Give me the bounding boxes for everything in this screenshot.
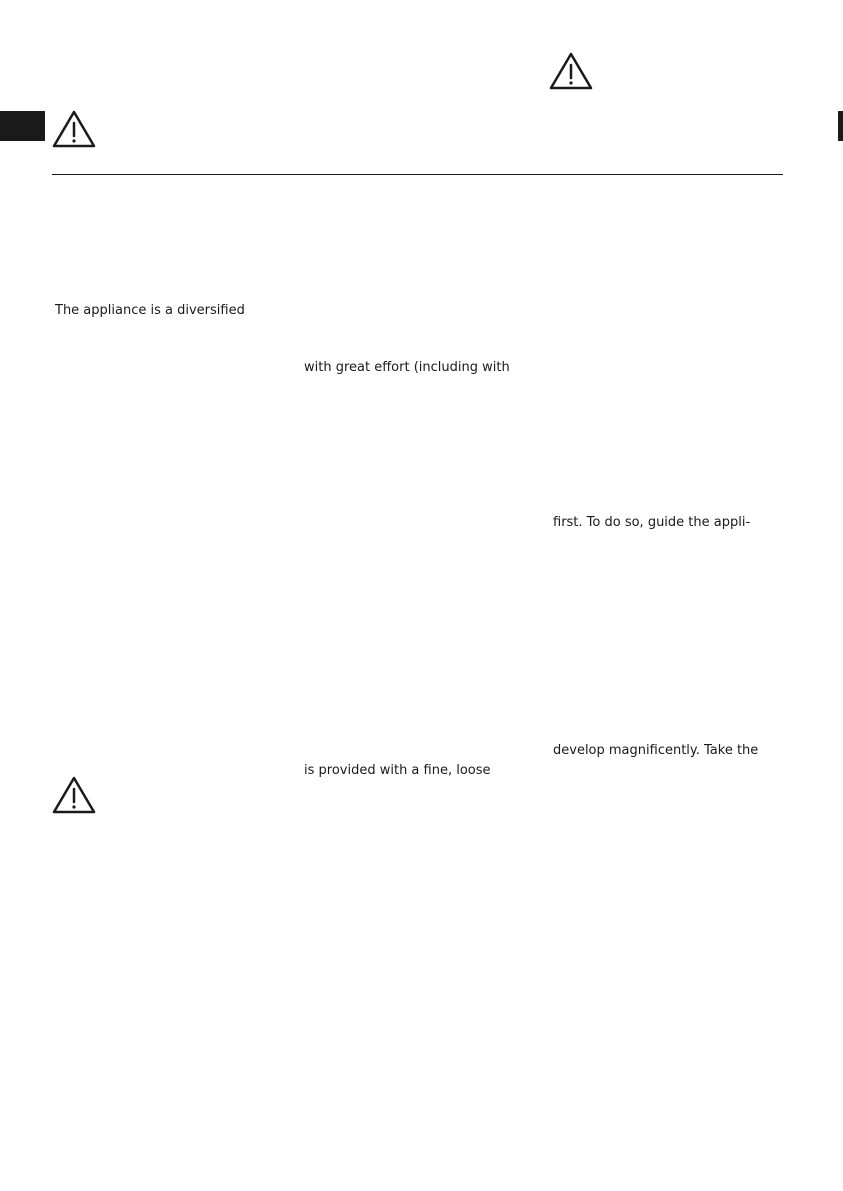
text-line-col3: first. To do so, guide the appli- [553, 515, 751, 530]
warning-triangle-icon [52, 110, 96, 148]
text-line-col2: with great effort (including with [304, 360, 510, 375]
warning-triangle-icon [52, 776, 96, 814]
text-line-col3: develop magnificently. Take the [553, 743, 759, 758]
warning-triangle-icon [549, 52, 593, 90]
text-line-col2: is provided with a fine, loose [304, 763, 491, 778]
language-tab-marker [0, 111, 45, 141]
page-edge-marker [838, 111, 843, 141]
section-divider-rule [52, 174, 783, 175]
text-line-col1: The appliance is a diversified [55, 303, 245, 318]
